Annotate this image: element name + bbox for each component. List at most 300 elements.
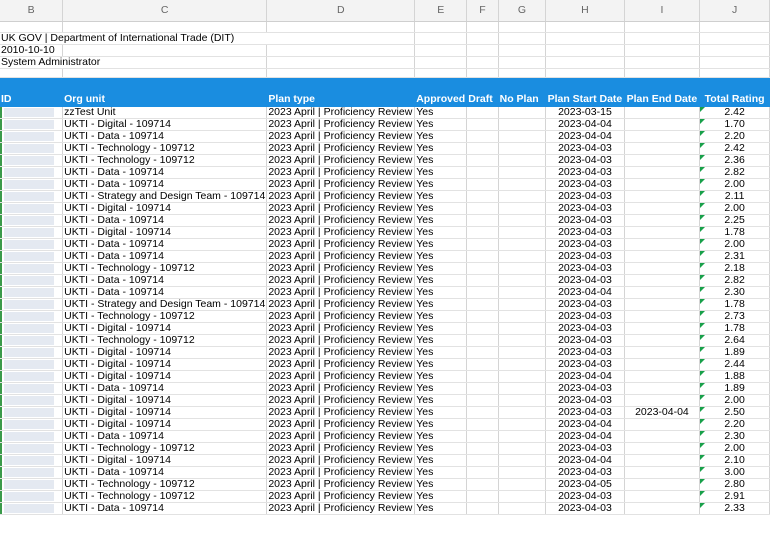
- approved-cell[interactable]: Yes: [415, 155, 467, 167]
- approved-cell[interactable]: Yes: [415, 395, 467, 407]
- total-rating-cell[interactable]: [700, 131, 770, 143]
- draft-cell[interactable]: [467, 167, 498, 179]
- total-rating-cell[interactable]: [700, 419, 770, 431]
- draft-cell[interactable]: [467, 383, 498, 395]
- id-cell[interactable]: [0, 275, 63, 287]
- no-plan-cell[interactable]: [498, 131, 546, 143]
- org-unit-cell[interactable]: UKTI - Strategy and Design Team - 109714: [64, 190, 266, 202]
- no-plan-cell[interactable]: [498, 251, 546, 263]
- org-title-cell[interactable]: UK GOV | Department of International Trade (DIT): [0, 33, 415, 45]
- no-plan-cell[interactable]: [498, 143, 546, 155]
- plan-end-date-cell[interactable]: [624, 455, 700, 467]
- plan-type-cell[interactable]: 2023 April | Proficiency Review: [267, 479, 415, 491]
- approved-cell[interactable]: Yes: [415, 467, 467, 479]
- total-rating-cell[interactable]: [700, 155, 770, 167]
- no-plan-cell[interactable]: [498, 383, 546, 395]
- cell[interactable]: [700, 57, 770, 69]
- plan-type-cell[interactable]: 2023 April | Proficiency Review: [267, 203, 415, 215]
- org-unit-cell[interactable]: UKTI - Data - 109714: [63, 239, 267, 251]
- id-cell[interactable]: [0, 215, 63, 227]
- approved-cell[interactable]: Yes: [415, 299, 467, 311]
- plan-type-cell[interactable]: 2023 April | Proficiency Review: [267, 107, 415, 119]
- plan-type-cell[interactable]: 2023 April | Proficiency Review: [267, 191, 415, 203]
- plan-type-cell[interactable]: 2023 April | Proficiency Review: [267, 491, 415, 503]
- approved-cell[interactable]: Yes: [415, 215, 467, 227]
- plan-start-date-cell[interactable]: 2023-04-03: [546, 191, 624, 203]
- total-rating-cell[interactable]: [700, 335, 770, 347]
- draft-cell[interactable]: [467, 143, 498, 155]
- column-letter-e[interactable]: E: [415, 0, 467, 22]
- plan-end-date-cell[interactable]: [624, 239, 700, 251]
- id-cell[interactable]: [0, 455, 63, 467]
- plan-start-date-cell[interactable]: 2023-04-03: [546, 179, 624, 191]
- plan-end-date-cell[interactable]: [624, 491, 700, 503]
- plan-start-date-cell[interactable]: 2023-04-03: [546, 335, 624, 347]
- no-plan-cell[interactable]: [498, 335, 546, 347]
- plan-start-date-cell[interactable]: 2023-04-03: [546, 155, 624, 167]
- id-cell[interactable]: [0, 143, 63, 155]
- org-unit-cell[interactable]: UKTI - Technology - 109712: [63, 443, 267, 455]
- cell[interactable]: [467, 45, 498, 57]
- no-plan-cell[interactable]: [498, 239, 546, 251]
- approved-cell[interactable]: Yes: [415, 167, 467, 179]
- plan-start-date-cell[interactable]: 2023-04-03: [546, 215, 624, 227]
- id-cell[interactable]: [0, 443, 63, 455]
- plan-end-date-cell[interactable]: [624, 419, 700, 431]
- plan-end-date-cell[interactable]: [624, 443, 700, 455]
- cell[interactable]: [415, 22, 467, 33]
- total-rating-cell[interactable]: [700, 275, 770, 287]
- approved-cell[interactable]: Yes: [415, 419, 467, 431]
- org-unit-cell[interactable]: UKTI - Data - 109714: [63, 179, 267, 191]
- no-plan-cell[interactable]: [498, 371, 546, 383]
- id-cell[interactable]: [0, 131, 63, 143]
- draft-cell[interactable]: [467, 287, 498, 299]
- id-cell[interactable]: [0, 251, 63, 263]
- no-plan-cell[interactable]: [498, 443, 546, 455]
- org-unit-cell[interactable]: UKTI - Digital - 109714: [63, 371, 267, 383]
- draft-cell[interactable]: [467, 263, 498, 275]
- plan-end-date-cell[interactable]: [624, 119, 700, 131]
- approved-cell[interactable]: Yes: [415, 359, 467, 371]
- total-rating-cell[interactable]: [700, 311, 770, 323]
- plan-start-date-cell[interactable]: 2023-04-03: [546, 395, 624, 407]
- draft-cell[interactable]: [467, 239, 498, 251]
- cell[interactable]: [267, 57, 415, 69]
- id-cell[interactable]: [0, 467, 63, 479]
- header-no-plan[interactable]: No Plan: [498, 78, 546, 107]
- approved-cell[interactable]: Yes: [415, 479, 467, 491]
- plan-type-cell[interactable]: 2023 April | Proficiency Review: [267, 179, 415, 191]
- no-plan-cell[interactable]: [498, 503, 546, 515]
- plan-end-date-cell[interactable]: [624, 335, 700, 347]
- cell[interactable]: [546, 57, 624, 69]
- plan-start-date-cell[interactable]: 2023-04-04: [546, 131, 624, 143]
- id-cell[interactable]: [0, 107, 63, 119]
- no-plan-cell[interactable]: [498, 479, 546, 491]
- plan-type-cell[interactable]: 2023 April | Proficiency Review: [267, 407, 415, 419]
- id-cell[interactable]: [0, 395, 63, 407]
- plan-type-cell[interactable]: 2023 April | Proficiency Review: [267, 299, 415, 311]
- header-total-rating[interactable]: Total Rating: [700, 78, 770, 107]
- plan-type-cell[interactable]: 2023 April | Proficiency Review: [267, 371, 415, 383]
- header-plan-start-date[interactable]: Plan Start Date: [546, 78, 624, 107]
- draft-cell[interactable]: [467, 419, 498, 431]
- plan-end-date-cell[interactable]: [624, 503, 700, 515]
- no-plan-cell[interactable]: [498, 455, 546, 467]
- draft-cell[interactable]: [467, 155, 498, 167]
- approved-cell[interactable]: Yes: [415, 491, 467, 503]
- no-plan-cell[interactable]: [498, 419, 546, 431]
- plan-type-cell[interactable]: 2023 April | Proficiency Review: [267, 455, 415, 467]
- plan-type-cell[interactable]: 2023 April | Proficiency Review: [267, 467, 415, 479]
- org-unit-cell[interactable]: UKTI - Digital - 109714: [63, 419, 267, 431]
- no-plan-cell[interactable]: [498, 275, 546, 287]
- no-plan-cell[interactable]: [498, 395, 546, 407]
- org-unit-cell[interactable]: UKTI - Digital - 109714: [63, 407, 267, 419]
- plan-type-cell[interactable]: 2023 April | Proficiency Review: [267, 395, 415, 407]
- draft-cell[interactable]: [467, 491, 498, 503]
- plan-start-date-cell[interactable]: 2023-04-03: [546, 323, 624, 335]
- org-unit-cell[interactable]: UKTI - Data - 109714: [63, 503, 267, 515]
- plan-type-cell[interactable]: 2023 April | Proficiency Review: [267, 131, 415, 143]
- draft-cell[interactable]: [467, 275, 498, 287]
- no-plan-cell[interactable]: [498, 167, 546, 179]
- total-rating-cell[interactable]: [700, 467, 770, 479]
- id-cell[interactable]: [0, 323, 63, 335]
- org-unit-cell[interactable]: UKTI - Digital - 109714: [63, 119, 267, 131]
- cell[interactable]: [700, 33, 770, 45]
- org-unit-cell[interactable]: UKTI - Data - 109714: [63, 383, 267, 395]
- cell[interactable]: [546, 45, 624, 57]
- cell[interactable]: [498, 22, 546, 33]
- draft-cell[interactable]: [467, 431, 498, 443]
- org-unit-cell[interactable]: UKTI - Data - 109714: [63, 287, 267, 299]
- total-rating-cell[interactable]: [700, 227, 770, 239]
- cell[interactable]: [700, 22, 770, 33]
- draft-cell[interactable]: [467, 407, 498, 419]
- id-cell[interactable]: [0, 119, 63, 131]
- draft-cell[interactable]: [467, 347, 498, 359]
- plan-start-date-cell[interactable]: 2023-04-03: [546, 227, 624, 239]
- plan-end-date-cell[interactable]: [624, 131, 700, 143]
- org-unit-cell[interactable]: UKTI - Technology - 109712: [63, 311, 267, 323]
- no-plan-cell[interactable]: [498, 491, 546, 503]
- approved-cell[interactable]: Yes: [415, 311, 467, 323]
- org-unit-cell[interactable]: UKTI - Data - 109714: [63, 131, 267, 143]
- id-cell[interactable]: [0, 479, 63, 491]
- id-cell[interactable]: [0, 359, 63, 371]
- no-plan-cell[interactable]: [498, 431, 546, 443]
- org-unit-cell[interactable]: UKTI - Technology - 109712: [63, 491, 267, 503]
- plan-start-date-cell[interactable]: 2023-04-05: [546, 479, 624, 491]
- column-letter-b[interactable]: B: [0, 0, 63, 22]
- plan-end-date-cell[interactable]: [624, 203, 700, 215]
- draft-cell[interactable]: [467, 299, 498, 311]
- cell[interactable]: [415, 33, 467, 45]
- approved-cell[interactable]: Yes: [415, 251, 467, 263]
- cell[interactable]: [415, 69, 467, 78]
- plan-end-date-cell[interactable]: [624, 431, 700, 443]
- plan-type-cell[interactable]: 2023 April | Proficiency Review: [267, 383, 415, 395]
- plan-end-date-cell[interactable]: [624, 479, 700, 491]
- id-cell[interactable]: [0, 419, 63, 431]
- plan-start-date-cell[interactable]: 2023-04-03: [546, 491, 624, 503]
- no-plan-cell[interactable]: [498, 179, 546, 191]
- plan-start-date-cell[interactable]: 2023-04-03: [546, 407, 624, 419]
- approved-cell[interactable]: Yes: [415, 503, 467, 515]
- plan-end-date-cell[interactable]: [624, 107, 700, 119]
- plan-start-date-cell[interactable]: 2023-03-15: [546, 107, 624, 119]
- plan-type-cell[interactable]: 2023 April | Proficiency Review: [267, 419, 415, 431]
- plan-end-date-cell[interactable]: [624, 383, 700, 395]
- draft-cell[interactable]: [467, 131, 498, 143]
- draft-cell[interactable]: [467, 371, 498, 383]
- approved-cell[interactable]: Yes: [415, 227, 467, 239]
- no-plan-cell[interactable]: [498, 227, 546, 239]
- total-rating-cell[interactable]: [700, 203, 770, 215]
- total-rating-cell[interactable]: [700, 479, 770, 491]
- cell[interactable]: [624, 69, 700, 78]
- plan-type-cell[interactable]: 2023 April | Proficiency Review: [267, 239, 415, 251]
- cell[interactable]: [546, 22, 624, 33]
- draft-cell[interactable]: [467, 227, 498, 239]
- cell[interactable]: [498, 45, 546, 57]
- no-plan-cell[interactable]: [498, 215, 546, 227]
- draft-cell[interactable]: [467, 335, 498, 347]
- header-approved[interactable]: Approved: [415, 78, 467, 107]
- org-unit-cell[interactable]: UKTI - Data - 109714: [63, 431, 267, 443]
- cell[interactable]: [546, 33, 624, 45]
- org-unit-cell[interactable]: UKTI - Data - 109714: [63, 467, 267, 479]
- plan-start-date-cell[interactable]: 2023-04-03: [546, 443, 624, 455]
- draft-cell[interactable]: [467, 203, 498, 215]
- cell[interactable]: [415, 57, 467, 69]
- approved-cell[interactable]: Yes: [415, 203, 467, 215]
- no-plan-cell[interactable]: [498, 191, 546, 203]
- plan-end-date-cell[interactable]: [624, 215, 700, 227]
- plan-type-cell[interactable]: 2023 April | Proficiency Review: [267, 287, 415, 299]
- total-rating-cell[interactable]: [700, 407, 770, 419]
- cell[interactable]: [498, 69, 546, 78]
- cell[interactable]: [467, 33, 498, 45]
- total-rating-cell[interactable]: [700, 263, 770, 275]
- column-letter-d[interactable]: D: [267, 0, 415, 22]
- id-cell[interactable]: [0, 239, 63, 251]
- approved-cell[interactable]: Yes: [415, 239, 467, 251]
- total-rating-cell[interactable]: [700, 179, 770, 191]
- approved-cell[interactable]: Yes: [415, 179, 467, 191]
- cell[interactable]: [624, 33, 700, 45]
- approved-cell[interactable]: Yes: [415, 131, 467, 143]
- id-cell[interactable]: [0, 155, 63, 167]
- column-letter-h[interactable]: H: [546, 0, 624, 22]
- id-cell[interactable]: [0, 179, 63, 191]
- column-letter-g[interactable]: G: [498, 0, 546, 22]
- plan-type-cell[interactable]: 2023 April | Proficiency Review: [267, 155, 415, 167]
- no-plan-cell[interactable]: [498, 347, 546, 359]
- no-plan-cell[interactable]: [498, 107, 546, 119]
- org-unit-cell[interactable]: UKTI - Data - 109714: [63, 275, 267, 287]
- plan-end-date-cell[interactable]: [624, 263, 700, 275]
- total-rating-cell[interactable]: [700, 191, 770, 203]
- org-unit-cell[interactable]: zzTest Unit: [63, 107, 267, 119]
- plan-end-date-cell[interactable]: [624, 299, 700, 311]
- id-cell[interactable]: [0, 227, 63, 239]
- report-user-cell[interactable]: System Administrator: [0, 57, 267, 69]
- cell[interactable]: [467, 69, 498, 78]
- no-plan-cell[interactable]: [498, 467, 546, 479]
- plan-type-cell[interactable]: 2023 April | Proficiency Review: [267, 227, 415, 239]
- plan-type-cell[interactable]: 2023 April | Proficiency Review: [267, 215, 415, 227]
- cell[interactable]: [546, 69, 624, 78]
- plan-end-date-cell[interactable]: [624, 143, 700, 155]
- plan-start-date-cell[interactable]: 2023-04-03: [546, 167, 624, 179]
- plan-type-cell[interactable]: 2023 April | Proficiency Review: [267, 167, 415, 179]
- plan-type-cell[interactable]: 2023 April | Proficiency Review: [267, 443, 415, 455]
- org-unit-cell[interactable]: UKTI - Technology - 109712: [63, 155, 267, 167]
- plan-type-cell[interactable]: 2023 April | Proficiency Review: [267, 251, 415, 263]
- plan-end-date-cell[interactable]: [624, 371, 700, 383]
- total-rating-cell[interactable]: [700, 395, 770, 407]
- no-plan-cell[interactable]: [498, 287, 546, 299]
- no-plan-cell[interactable]: [498, 119, 546, 131]
- plan-type-cell[interactable]: 2023 April | Proficiency Review: [267, 275, 415, 287]
- id-cell[interactable]: [0, 491, 63, 503]
- id-cell[interactable]: [0, 503, 63, 515]
- plan-start-date-cell[interactable]: 2023-04-04: [546, 119, 624, 131]
- approved-cell[interactable]: Yes: [415, 455, 467, 467]
- id-cell[interactable]: [0, 191, 63, 203]
- no-plan-cell[interactable]: [498, 155, 546, 167]
- cell[interactable]: [267, 69, 415, 78]
- plan-type-cell[interactable]: 2023 April | Proficiency Review: [267, 263, 415, 275]
- plan-type-cell[interactable]: 2023 April | Proficiency Review: [267, 503, 415, 515]
- id-cell[interactable]: [0, 407, 63, 419]
- id-cell[interactable]: [0, 335, 63, 347]
- approved-cell[interactable]: Yes: [415, 335, 467, 347]
- approved-cell[interactable]: Yes: [415, 383, 467, 395]
- org-unit-cell[interactable]: UKTI - Strategy and Design Team - 109714: [64, 298, 266, 310]
- cell[interactable]: [467, 22, 498, 33]
- approved-cell[interactable]: Yes: [415, 371, 467, 383]
- approved-cell[interactable]: Yes: [415, 263, 467, 275]
- cell[interactable]: [63, 22, 267, 33]
- header-plan-type[interactable]: Plan type: [267, 78, 415, 107]
- cell[interactable]: [267, 45, 415, 57]
- plan-start-date-cell[interactable]: 2023-04-03: [546, 359, 624, 371]
- header-id[interactable]: ID: [0, 78, 63, 107]
- org-unit-cell[interactable]: UKTI - Digital - 109714: [63, 227, 267, 239]
- org-unit-cell[interactable]: UKTI - Data - 109714: [63, 167, 267, 179]
- draft-cell[interactable]: [467, 503, 498, 515]
- cell[interactable]: [63, 69, 267, 78]
- approved-cell[interactable]: Yes: [415, 275, 467, 287]
- approved-cell[interactable]: Yes: [415, 443, 467, 455]
- approved-cell[interactable]: Yes: [415, 119, 467, 131]
- plan-start-date-cell[interactable]: 2023-04-03: [546, 143, 624, 155]
- plan-start-date-cell[interactable]: 2023-04-03: [546, 383, 624, 395]
- header-plan-end-date[interactable]: Plan End Date: [624, 78, 700, 107]
- cell[interactable]: [624, 45, 700, 57]
- plan-end-date-cell[interactable]: [624, 467, 700, 479]
- no-plan-cell[interactable]: [498, 299, 546, 311]
- org-unit-cell[interactable]: UKTI - Digital - 109714: [63, 455, 267, 467]
- draft-cell[interactable]: [467, 119, 498, 131]
- cell[interactable]: [0, 69, 63, 78]
- total-rating-cell[interactable]: [700, 287, 770, 299]
- plan-end-date-cell[interactable]: [624, 275, 700, 287]
- cell[interactable]: [700, 45, 770, 57]
- id-cell[interactable]: [0, 371, 63, 383]
- total-rating-cell[interactable]: [700, 491, 770, 503]
- plan-end-date-cell[interactable]: [624, 359, 700, 371]
- cell[interactable]: [415, 45, 467, 57]
- draft-cell[interactable]: [467, 395, 498, 407]
- plan-end-date-cell[interactable]: [624, 179, 700, 191]
- cell[interactable]: [0, 22, 63, 33]
- plan-end-date-cell[interactable]: [624, 395, 700, 407]
- approved-cell[interactable]: Yes: [415, 107, 467, 119]
- approved-cell[interactable]: Yes: [415, 347, 467, 359]
- plan-type-cell[interactable]: 2023 April | Proficiency Review: [267, 359, 415, 371]
- id-cell[interactable]: [0, 431, 63, 443]
- id-cell[interactable]: [0, 263, 63, 275]
- header-draft[interactable]: Draft: [467, 78, 498, 107]
- total-rating-cell[interactable]: [700, 119, 770, 131]
- draft-cell[interactable]: [467, 311, 498, 323]
- cell[interactable]: [624, 22, 700, 33]
- header-org-unit[interactable]: Org unit: [63, 78, 267, 107]
- cell[interactable]: [624, 57, 700, 69]
- draft-cell[interactable]: [467, 467, 498, 479]
- draft-cell[interactable]: [467, 323, 498, 335]
- plan-end-date-cell[interactable]: [624, 287, 700, 299]
- plan-start-date-cell[interactable]: 2023-04-03: [546, 503, 624, 515]
- draft-cell[interactable]: [467, 443, 498, 455]
- total-rating-cell[interactable]: [700, 503, 770, 515]
- total-rating-cell[interactable]: [700, 251, 770, 263]
- approved-cell[interactable]: Yes: [415, 143, 467, 155]
- plan-type-cell[interactable]: 2023 April | Proficiency Review: [267, 431, 415, 443]
- plan-start-date-cell[interactable]: 2023-04-03: [546, 347, 624, 359]
- total-rating-cell[interactable]: [700, 107, 770, 119]
- plan-end-date-cell[interactable]: [624, 347, 700, 359]
- draft-cell[interactable]: [467, 455, 498, 467]
- plan-end-date-cell[interactable]: [624, 167, 700, 179]
- total-rating-cell[interactable]: [700, 371, 770, 383]
- approved-cell[interactable]: Yes: [415, 287, 467, 299]
- org-unit-cell[interactable]: UKTI - Technology - 109712: [63, 263, 267, 275]
- draft-cell[interactable]: [467, 107, 498, 119]
- plan-start-date-cell[interactable]: 2023-04-04: [546, 371, 624, 383]
- id-cell[interactable]: [0, 311, 63, 323]
- id-cell[interactable]: [0, 203, 63, 215]
- draft-cell[interactable]: [467, 191, 498, 203]
- plan-end-date-cell[interactable]: [624, 227, 700, 239]
- cell[interactable]: [498, 33, 546, 45]
- plan-end-date-cell[interactable]: 2023-04-04: [624, 407, 700, 419]
- cell[interactable]: [467, 57, 498, 69]
- plan-start-date-cell[interactable]: 2023-04-03: [546, 251, 624, 263]
- id-cell[interactable]: [0, 383, 63, 395]
- plan-end-date-cell[interactable]: [624, 311, 700, 323]
- org-unit-cell[interactable]: UKTI - Technology - 109712: [63, 479, 267, 491]
- total-rating-cell[interactable]: [700, 443, 770, 455]
- total-rating-cell[interactable]: [700, 347, 770, 359]
- id-cell[interactable]: [0, 167, 63, 179]
- cell[interactable]: [700, 69, 770, 78]
